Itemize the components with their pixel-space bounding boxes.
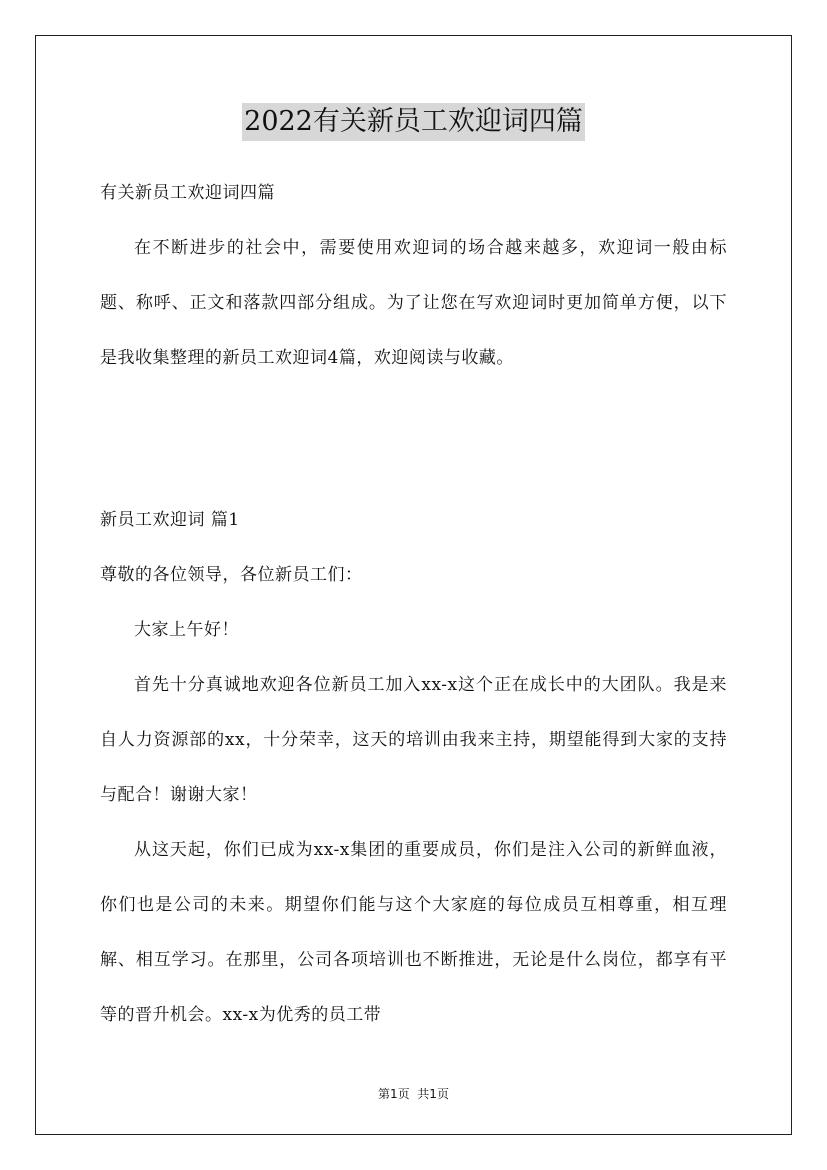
- section-1: [100, 493, 727, 1043]
- paragraph-2: 从这天起，你们已成为xx-x集团的重要成员，你们是注入公司的新鲜血液，你们也是公司的未来。期望你们能与这个大家庭的每位成员互相尊重，相互理解、相互学习。在那里，公司各项培训也不断推进，无论是什么岗位，都享有平等的晋升机会。xx-x为优秀的员工带: [100, 840, 727, 1025]
- page-number: 第1页 共1页: [378, 1087, 449, 1101]
- paragraph-1: 首先十分真诚地欢迎各位新员工加入xx-x这个正在成长中的大团队。我是来自人力资源部的xx，十分荣幸，这天的培训由我来主持，期望能得到大家的支持与配合！谢谢大家！: [100, 675, 727, 805]
- greeting: 大家上午好！: [134, 620, 239, 640]
- document-title: 2022有关新员工欢迎词四篇: [242, 103, 585, 141]
- intro-block: [100, 221, 727, 386]
- page-footer: [0, 1085, 827, 1102]
- subtitle-block: [100, 166, 727, 221]
- document-subtitle: 有关新员工欢迎词四篇: [100, 183, 275, 203]
- intro-paragraph: 在不断进步的社会中，需要使用欢迎词的场合越来越多，欢迎词一般由标题、称呼、正文和落款四部分组成。为了让您在写欢迎词时更加简单方便，以下是我收集整理的新员工欢迎词4篇，欢迎阅读与收藏。: [100, 238, 727, 368]
- section-heading: 新员工欢迎词 篇1: [100, 510, 240, 530]
- title-wrap: [0, 103, 827, 141]
- salutation: 尊敬的各位领导，各位新员工们：: [100, 565, 363, 585]
